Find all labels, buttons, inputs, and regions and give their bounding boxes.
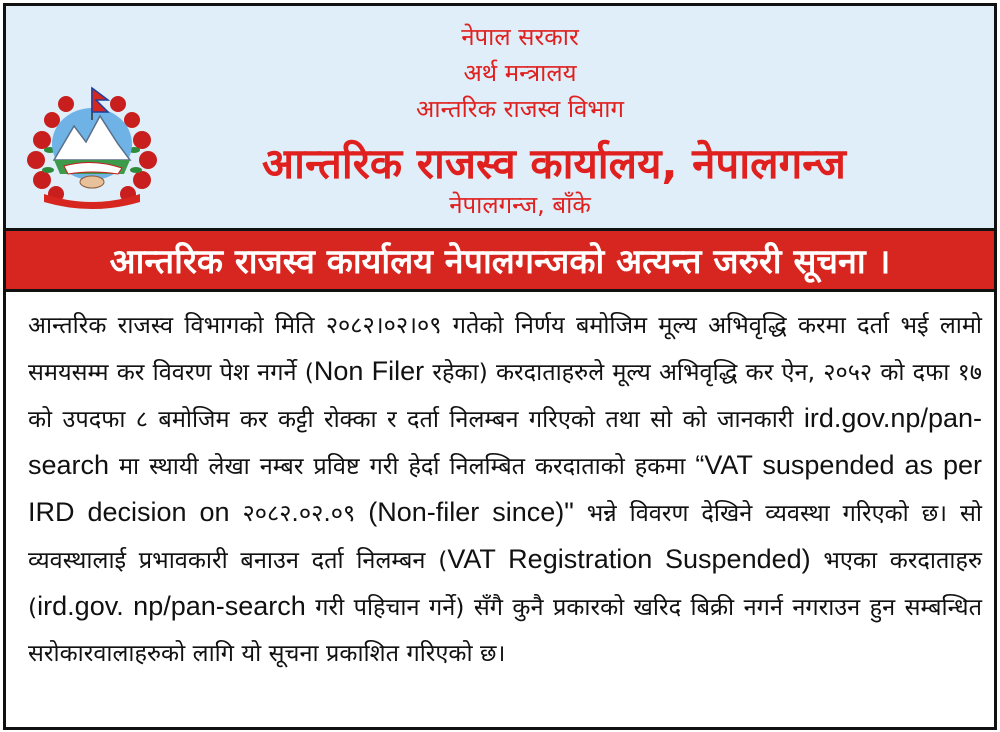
government-name: नेपाल सरकार xyxy=(461,23,579,51)
notice-header xyxy=(6,6,994,231)
notice-text-non-filer-since: (Non-filer since)" xyxy=(368,497,574,527)
pan-search-link-1[interactable]: ird.gov.np/pan-search xyxy=(28,403,982,480)
pan-search-link-2[interactable]: ird.gov. np/pan-search xyxy=(37,591,306,621)
notice-text-5: भएका करदाताहरु ( xyxy=(28,546,983,621)
notice-text-non-filer: Non Filer xyxy=(313,356,425,386)
notice-text-vat-registration: VAT Registration Suspended) xyxy=(447,544,811,574)
notice-text-vat-suspended: “VAT suspended as per IRD decision on xyxy=(28,450,983,527)
notice-title: आन्तरिक राजस्व कार्यालय नेपालगन्जको अत्यन्त जरुरी सूचना । xyxy=(109,242,891,282)
ministry-name: अर्थ मन्त्रालय xyxy=(463,59,577,87)
office-name: आन्तरिक राजस्व कार्यालय, नेपालगन्ज xyxy=(262,139,846,188)
notice-text-date: २०८२.०२.०९ xyxy=(229,499,369,527)
notice-body xyxy=(28,302,982,676)
notice-text-2: रहेका) करदाताहरुले मूल्य अभिवृद्धि कर ऐन, २०५२ को दफा १७ को उपदफा ८ बमोजिम कर कट्टी रोक्का र दर्ता निलम्बन गरिएको तथा सो को जानकारी xyxy=(28,358,983,433)
notice-title-banner xyxy=(6,231,994,292)
notice-text-1: आन्तरिक राजस्व विभागको मिति २०८२।०२।०९ गतेको निर्णय बमोजिम मूल्य अभिवृद्धि करमा दर्ता भई लामो समयसम्म कर विवरण पेश नगर्ने ( xyxy=(28,311,982,386)
department-name: आन्तरिक राजस्व विभाग xyxy=(415,95,624,123)
notice-text-3: मा स्थायी लेखा नम्बर प्रविष्ट गरी हेर्दा निलम्बित करदाताको हकमा xyxy=(109,452,696,480)
notice-frame xyxy=(3,3,997,730)
office-location: नेपालगन्ज, बाँके xyxy=(449,191,591,219)
notice-text-4: भन्ने विवरण देखिने व्यवस्था गरिएको छ। सो व्यवस्थालाई प्रभावकारी बनाउन दर्ता निलम्बन ( xyxy=(28,499,983,574)
notice-text-6: गरी पहिचान गर्ने) सँगै कुनै प्रकारको खरिद बिक्री नगर्न नगराउन हुन सम्बन्धित सरोकारवालाहरुको लागि यो सूचना प्रकाशित गरिएको छ। xyxy=(28,593,982,667)
